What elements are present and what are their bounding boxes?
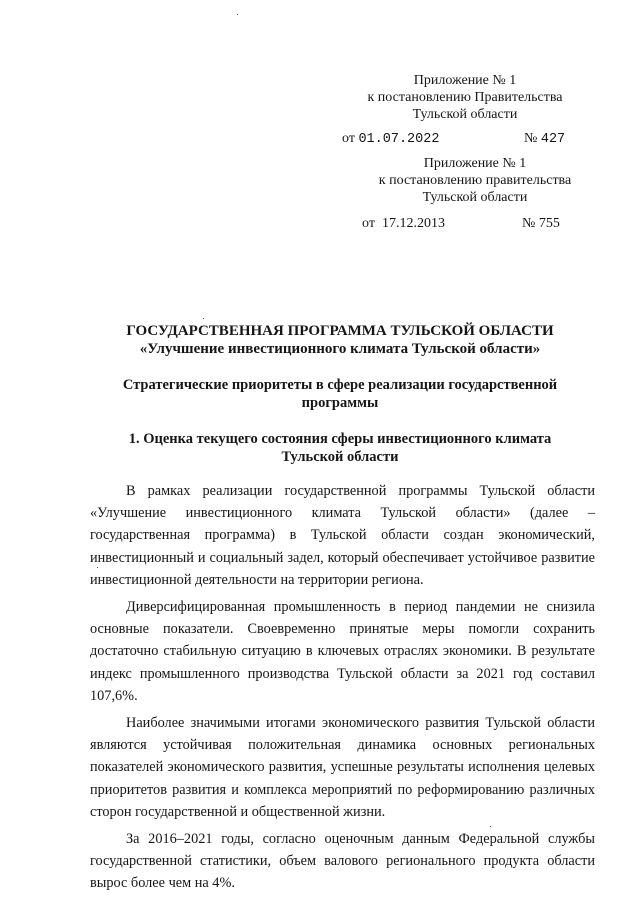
subsection-heading-line2: Тульской области — [281, 449, 399, 465]
appendix-block-original — [355, 155, 595, 206]
program-title-line2: «Улучшение инвестиционного климата Тульской области» — [139, 341, 541, 357]
paragraph-1: В рамках реализации государственной программы Тульской области «Улучшение инвестиционного климата Тульской области» (далее – государственная программа) в Тульской области создан экономический, инвестиционный и социальный задел, который обеспечивает устойчивое развитие инвестиционной деятельности на территории региона. — [90, 483, 595, 588]
subsection-heading — [90, 430, 590, 466]
section-heading-line1: Стратегические приоритеты в сфере реализации государственной — [122, 377, 558, 393]
number-prefix: № — [524, 131, 538, 146]
appendix-line1: Приложение № 1 — [413, 73, 517, 88]
scan-speck — [490, 826, 491, 827]
resolution-number: 755 — [538, 216, 560, 231]
scan-speck — [203, 318, 204, 319]
subsection-heading-line1: 1. Оценка текущего состояния сферы инвестиционного климата — [128, 431, 552, 447]
date-prefix: от — [362, 216, 375, 231]
body-text — [90, 480, 595, 895]
appendix-date-row-original — [362, 216, 445, 232]
appendix-line3: Тульской области — [422, 190, 528, 205]
appendix-line3: Тульской области — [412, 107, 518, 122]
appendix-line2: к постановлению Правительства — [367, 90, 563, 105]
resolution-number: 427 — [540, 132, 566, 147]
appendix-date-row-current — [342, 131, 439, 147]
paragraph-4: За 2016–2021 годы, согласно оценочным данным Федеральной службы государственной статистики, объем валового регионального продукта области вырос более чем на 4%. — [90, 831, 595, 892]
program-title — [90, 322, 590, 358]
appendix-number-row-current — [524, 131, 565, 147]
scan-speck — [97, 567, 98, 568]
appendix-block-current — [340, 72, 590, 123]
scan-speck — [237, 14, 238, 15]
paragraph-2: Диверсифицированная промышленность в период пандемии не снизила основные показатели. Своевременно принятые меры помогли сохранить достаточно стабильную ситуацию в ключевых отраслях экономики. В результате индекс промышленного производства Тульской области за 2021 год составил 107,6%. — [90, 599, 595, 704]
section-heading-line2: программы — [301, 395, 379, 411]
section-heading — [90, 376, 590, 412]
number-prefix: № — [522, 216, 536, 231]
appendix-line1: Приложение № 1 — [423, 156, 527, 171]
program-title-line1: ГОСУДАРСТВЕННАЯ ПРОГРАММА ТУЛЬСКОЙ ОБЛАСТИ — [126, 323, 554, 339]
appendix-line2: к постановлению правительства — [378, 173, 572, 188]
resolution-date: 01.07.2022 — [358, 132, 440, 147]
appendix-number-row-original — [522, 216, 560, 232]
paragraph-3: Наиболее значимыми итогами экономического развития Тульской области являются устойчивая положительная динамика основных региональных показателей экономического развития, успешные результаты исполнения целевых приоритетов развития и комплекса мероприятий по реформированию различных сторон государственной и общественной жизни. — [90, 715, 595, 820]
date-prefix: от — [342, 131, 355, 146]
resolution-date: 17.12.2013 — [381, 216, 445, 231]
